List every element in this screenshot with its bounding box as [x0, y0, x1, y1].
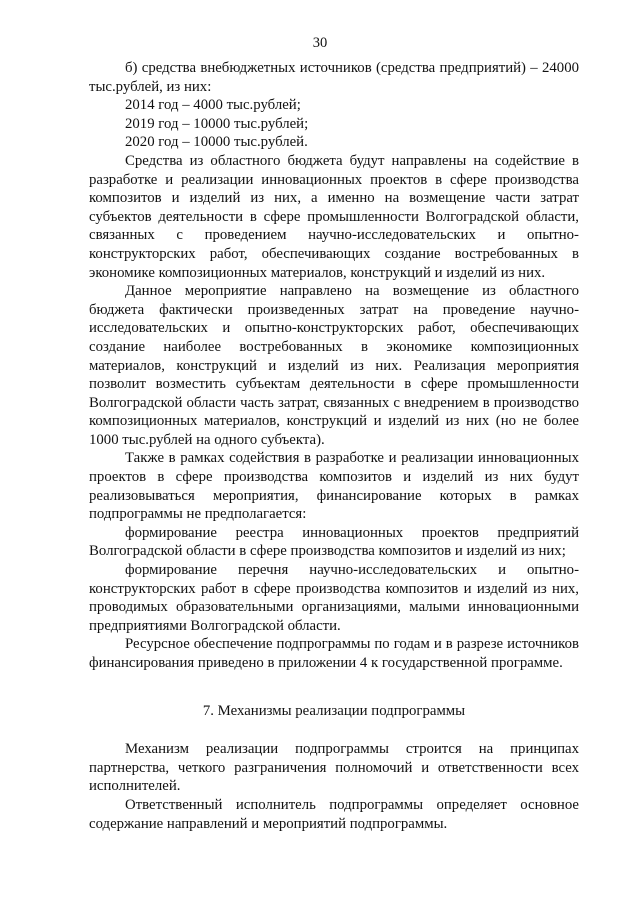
paragraph-measure-reimbursement: Данное мероприятие направлено на возмещение из областного бюджета фактически произведенных затрат на проведение научно-исследовательских и опытно-конструкторских работ, обеспечивающих создание наиболее востребованных в экономике композиционных материалов, конструкций и изделий из них. Реализация мероприятия позволит возместить субъектам деятельности в сфере промышленности Волгоградской области часть затрат, связанных с внедрением в производство композиционных материалов, конструкций и изделий из них (но не более 1000 тыс.рублей на одного субъекта).	[89, 283, 579, 448]
section-heading: 7. Механизмы реализации подпрограммы	[202, 702, 466, 719]
paragraph-resource-provision: Ресурсное обеспечение подпрограммы по годам и в разрезе источников финансирования приведено в приложении 4 к государственной программе.	[89, 636, 579, 671]
paragraph-also-measures: Также в рамках содействия в разработке и реализации инновационных проектов в сфере производства композитов и изделий из них будут реализовываться мероприятия, финансирование которых в рамках подпрограммы не предполагается:	[89, 450, 579, 523]
paragraph-year-2020: 2020 год – 10000 тыс.рублей.	[125, 134, 308, 151]
page-body	[89, 59, 579, 833]
paragraph-extrabudgetary-funds: б) средства внебюджетных источников (средства предприятий) – 24000 тыс.рублей, из них:	[89, 60, 579, 95]
paragraph-registry-formation: формирование реестра инновационных проектов предприятий Волгоградской области в сфере производства композитов и изделий из них;	[89, 524, 579, 560]
page-number: 30	[312, 35, 328, 51]
paragraph-mechanism: Механизм реализации подпрограммы строится на принципах партнерства, четкого разграничения полномочий и ответственности всех исполнителей.	[89, 741, 579, 795]
paragraph-list-formation: формирование перечня научно-исследовательских и опытно-конструкторских работ в сфере производства композитов и изделий из них, проводимых образовательными организациями, малыми инновационными предприятиями Волгоградской области.	[89, 562, 579, 634]
paragraph-responsible-executor: Ответственный исполнитель подпрограммы определяет основное содержание направлений и мероприятий подпрограммы.	[89, 796, 579, 832]
paragraph-year-2019: 2019 год – 10000 тыс.рублей;	[125, 115, 309, 132]
paragraph-regional-budget-use: Средства из областного бюджета будут направлены на содействие в разработке и реализации инновационных проектов в сфере производства композитов и изделий из них, а именно на возмещение части затрат субъектов деятельности в сфере промышленности Волгоградской области, связанных с проведением научно-исследовательских и опытно-конструкторских работ, обеспечивающих создание востребованных в экономике композиционных материалов, конструкций и изделий из них.	[89, 152, 579, 281]
paragraph-year-2014: 2014 год – 4000 тыс.рублей;	[125, 97, 301, 114]
